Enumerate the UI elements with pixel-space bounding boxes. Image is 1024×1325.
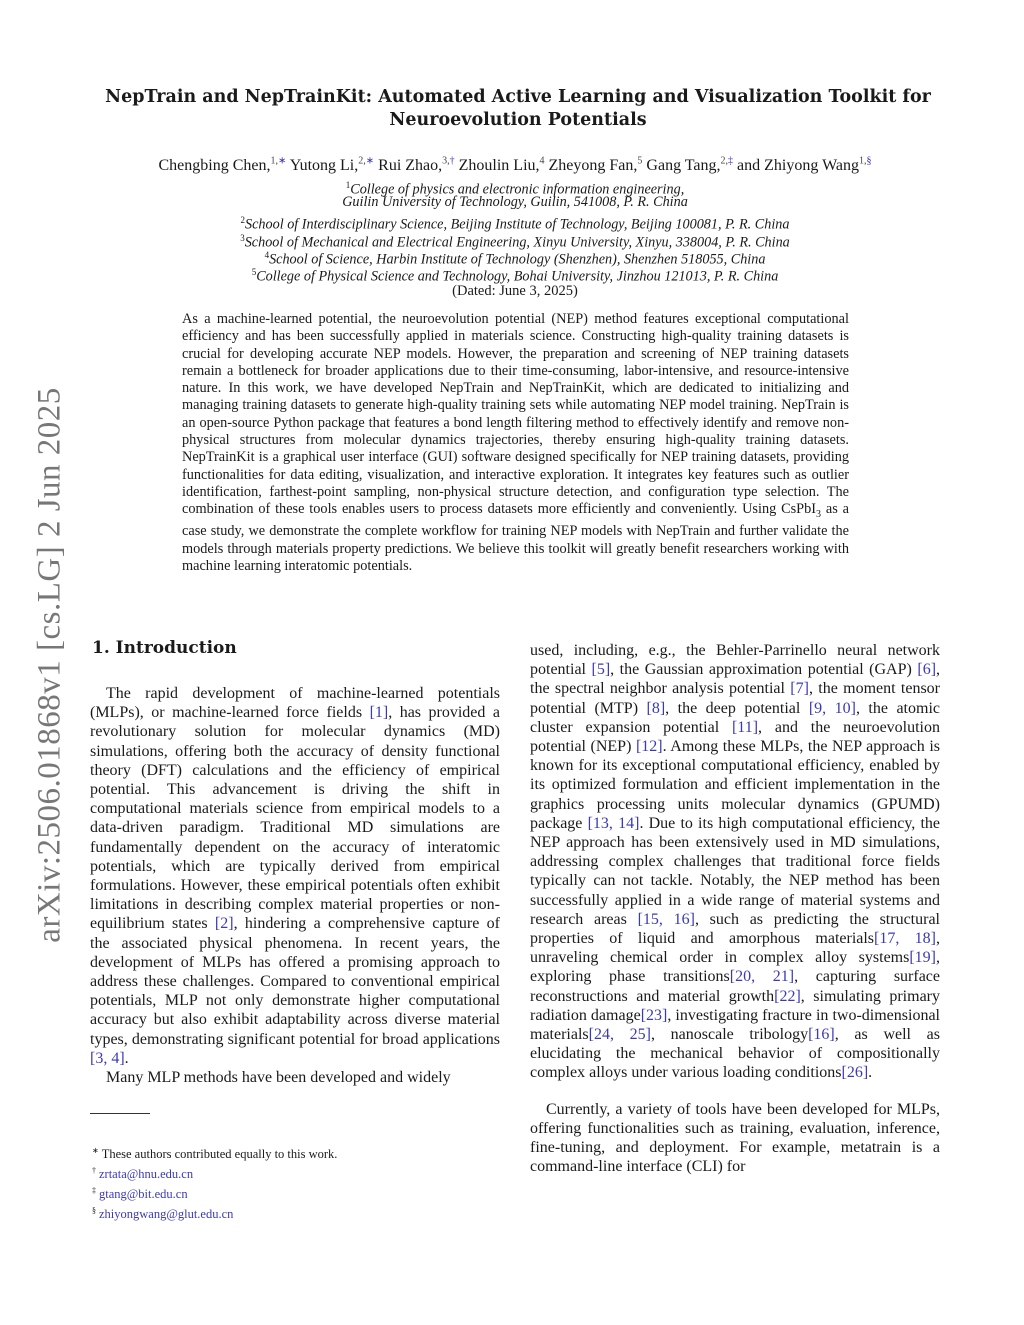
section-heading-introduction: 1. Introduction <box>92 638 237 658</box>
affiliation-text: Guilin University of Technology, Guilin, 541008, P. R. China <box>342 194 688 210</box>
citation-link[interactable]: [17, 18] <box>874 930 937 948</box>
body-text: , and the neuroevolution potential (NEP) <box>530 718 941 756</box>
body-text: , hindering a comprehensive capture of the associated physical phenomena. In recent years, the development of MLPs has offered a promising approach to address these challenges. Compared to conventional empirical potentials, MLP not only demonstrate higher computational accuracy but also exhibit adaptability across diverse material types, demonstrating significant potential for broad applications <box>90 915 500 1048</box>
abstract-text-a: As a machine-learned potential, the neuroevolution potential (NEP) method features exceptional computational efficiency and has been successfully applied in materials science. Constructing high-quality training datasets is crucial for developing accurate NEP models. However, the preparation and screening of NEP training datasets remain a bottleneck for broader applications due to their time-consuming, labor-intensive, and resource-intensive nature. In this work, we have developed NepTrain and NepTrainKit, which are dedicated to initializing and managing training datasets to generate high-quality training sets while automating NEP model training. NepTrain is an open-source Python package that features a bond length filtering method to effectively identify and remove non-physical structures from molecular dynamics trajectories, thereby ensuring high-quality training datasets. NepTrainKit is a graphical user interface (GUI) software designed specifically for NEP training datasets, providing functionalities for data editing, visualization, and interactive exploration. It integrates key features such as outlier identification, farthest-point sampling, non-physical structure detection, and configuration type selection. The combination of these tools enables users to process datasets more efficiently and conveniently. Using CsPbI <box>182 311 849 518</box>
dated-line: (Dated: June 3, 2025) <box>452 283 578 299</box>
affiliation-number: 4 <box>264 250 270 260</box>
body-text: , the deep potential <box>665 699 809 717</box>
paper-title <box>90 86 946 132</box>
citation-link[interactable]: [26] <box>841 1064 869 1082</box>
footnote-mark: ∗ <box>92 1146 99 1155</box>
body-text: . Due to its high computational efficiency, the NEP approach has been extensively used in MD simulations, addressing complex challenges that traditional force fields typically can not tackle. Notably, the NEP method has been successfully applied in a wide range of material systems and research areas <box>530 814 941 928</box>
footnote-link[interactable]: ∗ <box>278 156 287 167</box>
abstract <box>182 311 849 575</box>
email-link[interactable]: zhiyongwang@glut.edu.cn <box>99 1207 234 1222</box>
author-name: Yutong Li, <box>289 157 359 175</box>
footnote-link[interactable]: § <box>866 156 872 167</box>
body-column-left <box>90 684 500 1087</box>
author <box>459 157 545 174</box>
citation-link[interactable]: [11] <box>731 718 759 736</box>
body-text: , as well as elucidating the mechanical behavior of compositionally complex alloys under various loading conditions <box>530 1026 941 1082</box>
affiliation-line <box>80 194 950 211</box>
body-text: , simulating primary radiation damage <box>530 987 941 1024</box>
body-text: , investigating fracture in two-dimensional materials <box>530 1006 940 1044</box>
arxiv-sidebar-stamp <box>28 380 72 950</box>
paragraph-intro-1 <box>90 684 500 1068</box>
body-text: , capturing surface reconstructions and material growth <box>530 968 941 1005</box>
body-text: . <box>124 1049 129 1067</box>
affiliation-text: School of Science, Harbin Institute of Technology (Shenzhen), Shenzhen 518055, China <box>269 251 766 268</box>
author <box>159 157 287 174</box>
footnote-mark: ‡ <box>92 1185 96 1195</box>
body-column-right <box>530 641 940 1176</box>
body-text: The rapid development of machine-learned potentials (MLPs), or machine-learned force fields <box>90 685 500 722</box>
affiliation-text: School of Interdisciplinary Science, Beijing Institute of Technology, Beijing 100081, P. R. China <box>245 216 790 233</box>
citation-link[interactable]: [22] <box>774 987 801 1005</box>
author <box>378 157 455 174</box>
author <box>737 157 871 174</box>
footnote-link[interactable]: ‡ <box>728 156 734 167</box>
author-name: Rui Zhao, <box>378 157 443 175</box>
email-link[interactable]: gtang@bit.edu.cn <box>99 1187 188 1202</box>
footnote <box>92 1203 502 1223</box>
paragraph-mlp-methods <box>530 641 940 1083</box>
affiliation-number: 3 <box>240 233 245 243</box>
body-text: , exploring phase transitions <box>530 949 940 986</box>
author-list <box>80 152 950 176</box>
author-name: and Zhiyong Wang <box>737 157 859 175</box>
body-text: used, including, e.g., the Behler-Parrinello neural network potential <box>530 642 940 679</box>
author <box>290 157 374 174</box>
author <box>549 157 643 174</box>
abstract-text-b: as a case study, we demonstrate the complete workflow for training NEP models with NepTrain and further validate the models through materials property predictions. We believe this toolkit will greatly benefit researchers working with machine learning interatomic potentials. <box>182 501 849 575</box>
affiliation-mark: 5 <box>637 156 643 167</box>
body-text: . <box>868 1064 873 1082</box>
footnote <box>92 1163 502 1183</box>
affiliation-text: College of Physical Science and Technology, Bohai University, Jinzhou 121013, P. R. China <box>256 268 779 285</box>
citation-link[interactable]: [1] <box>369 704 389 722</box>
author-name: Zheyong Fan, <box>548 157 638 175</box>
affiliation-text: College of physics and electronic information engineering, <box>350 181 685 198</box>
affiliation-mark: 1, <box>858 156 867 167</box>
paragraph-intro-2: Many MLP methods have been developed and widely <box>106 1069 451 1087</box>
abstract-subscript: 3 <box>816 509 822 521</box>
body-text: , the moment tensor potential (MTP) <box>530 680 940 717</box>
affiliation-mark: 2, <box>358 156 366 167</box>
citation-link[interactable]: [19] <box>909 949 936 967</box>
author-name: Chengbing Chen, <box>158 157 271 175</box>
citation-link[interactable]: [13, 14] <box>587 814 640 832</box>
affiliation-mark: 2, <box>720 156 729 167</box>
citation-link[interactable]: [16] <box>808 1026 835 1044</box>
body-text: , unraveling chemical order in complex alloy systems <box>530 930 941 967</box>
footnotes <box>92 1143 502 1223</box>
author-name: Zhoulin Liu, <box>458 157 540 175</box>
arxiv-identifier: arXiv:2506.01868v1 [cs.LG] 2 Jun 2025 <box>31 387 68 943</box>
body-text: , the atomic cluster expansion potential <box>530 699 940 736</box>
footnote <box>92 1143 502 1163</box>
footnote-link[interactable]: ∗ <box>365 156 375 167</box>
citation-link[interactable]: [24, 25] <box>588 1026 651 1044</box>
author <box>646 157 733 174</box>
citation-link[interactable]: [9, 10] <box>808 699 856 717</box>
body-text: , such as predicting the structural properties of liquid and amorphous materials <box>530 910 940 948</box>
affiliation-mark: 1, <box>270 156 278 167</box>
title-line-1: NepTrain and NepTrainKit: Automated Active Learning and Visualization Toolkit for <box>105 87 931 107</box>
title-line-2: Neuroevolution Potentials <box>389 110 647 130</box>
body-text: . Among these MLPs, the NEP approach is known for its exceptional computational efficiency, enabled by its optimized formulation and efficient implementation in the graphics processing units molecular dynamics (GPUMD) package <box>530 738 940 832</box>
footnote-link[interactable]: † <box>449 156 455 167</box>
body-text: , the spectral neighbor analysis potential <box>530 661 941 698</box>
footnote-mark: † <box>92 1165 96 1175</box>
affiliation-text: School of Mechanical and Electrical Engineering, Xinyu University, Xinyu, 338004, P. R. China <box>244 234 790 251</box>
footnote-text: These authors contributed equally to this work. <box>101 1147 338 1162</box>
citation-link[interactable]: [20, 21] <box>729 968 795 986</box>
author-name: Gang Tang, <box>646 157 721 175</box>
citation-link[interactable]: [6] <box>917 661 937 679</box>
citation-link[interactable]: [12] <box>635 738 663 756</box>
footnote <box>92 1183 502 1203</box>
affiliation-mark: 4 <box>539 156 545 167</box>
body-text: , has provided a revolutionary solution for molecular dynamics (MD) simulations, offering both the accuracy of density functional theory (DFT) calculations and the efficiency of empirical potential. This advancement is driving the shift in computational materials science from empirical models to a data-driven paradigm. Traditional MD simulations are fundamentally dependent on the accuracy of interatomic potentials, which are typically derived from empirical formulations. However, these empirical potentials often exhibit limitations in describing complex material properties or non-equilibrium states <box>90 704 500 933</box>
affiliation-mark: 3, <box>442 156 450 167</box>
citation-link[interactable]: [5] <box>591 661 611 679</box>
affiliation-number: 5 <box>251 267 257 277</box>
citation-link[interactable]: [8] <box>646 699 666 717</box>
affiliation-number: 2 <box>240 215 246 225</box>
affiliation-number: 1 <box>345 180 351 190</box>
footnote-separator <box>90 1113 150 1114</box>
citation-link[interactable]: [15, 16] <box>637 910 695 928</box>
paragraph-tools: Currently, a variety of tools have been developed for MLPs, offering functionalities such as training, evaluation, inference, fine-tuning, and deployment. For example, metatrain is a command-line interface (CLI) for <box>530 1100 940 1176</box>
footnote-mark: § <box>92 1205 96 1215</box>
body-text: , nanoscale tribology <box>650 1026 809 1044</box>
citation-link[interactable]: [2] <box>214 915 234 933</box>
body-text: , the Gaussian approximation potential (GAP) <box>610 661 918 679</box>
citation-link[interactable]: [7] <box>790 680 809 698</box>
citation-link[interactable]: [23] <box>640 1006 668 1024</box>
email-link[interactable]: zrtata@hnu.edu.cn <box>99 1167 194 1182</box>
citation-link[interactable]: [3, 4] <box>90 1049 125 1067</box>
